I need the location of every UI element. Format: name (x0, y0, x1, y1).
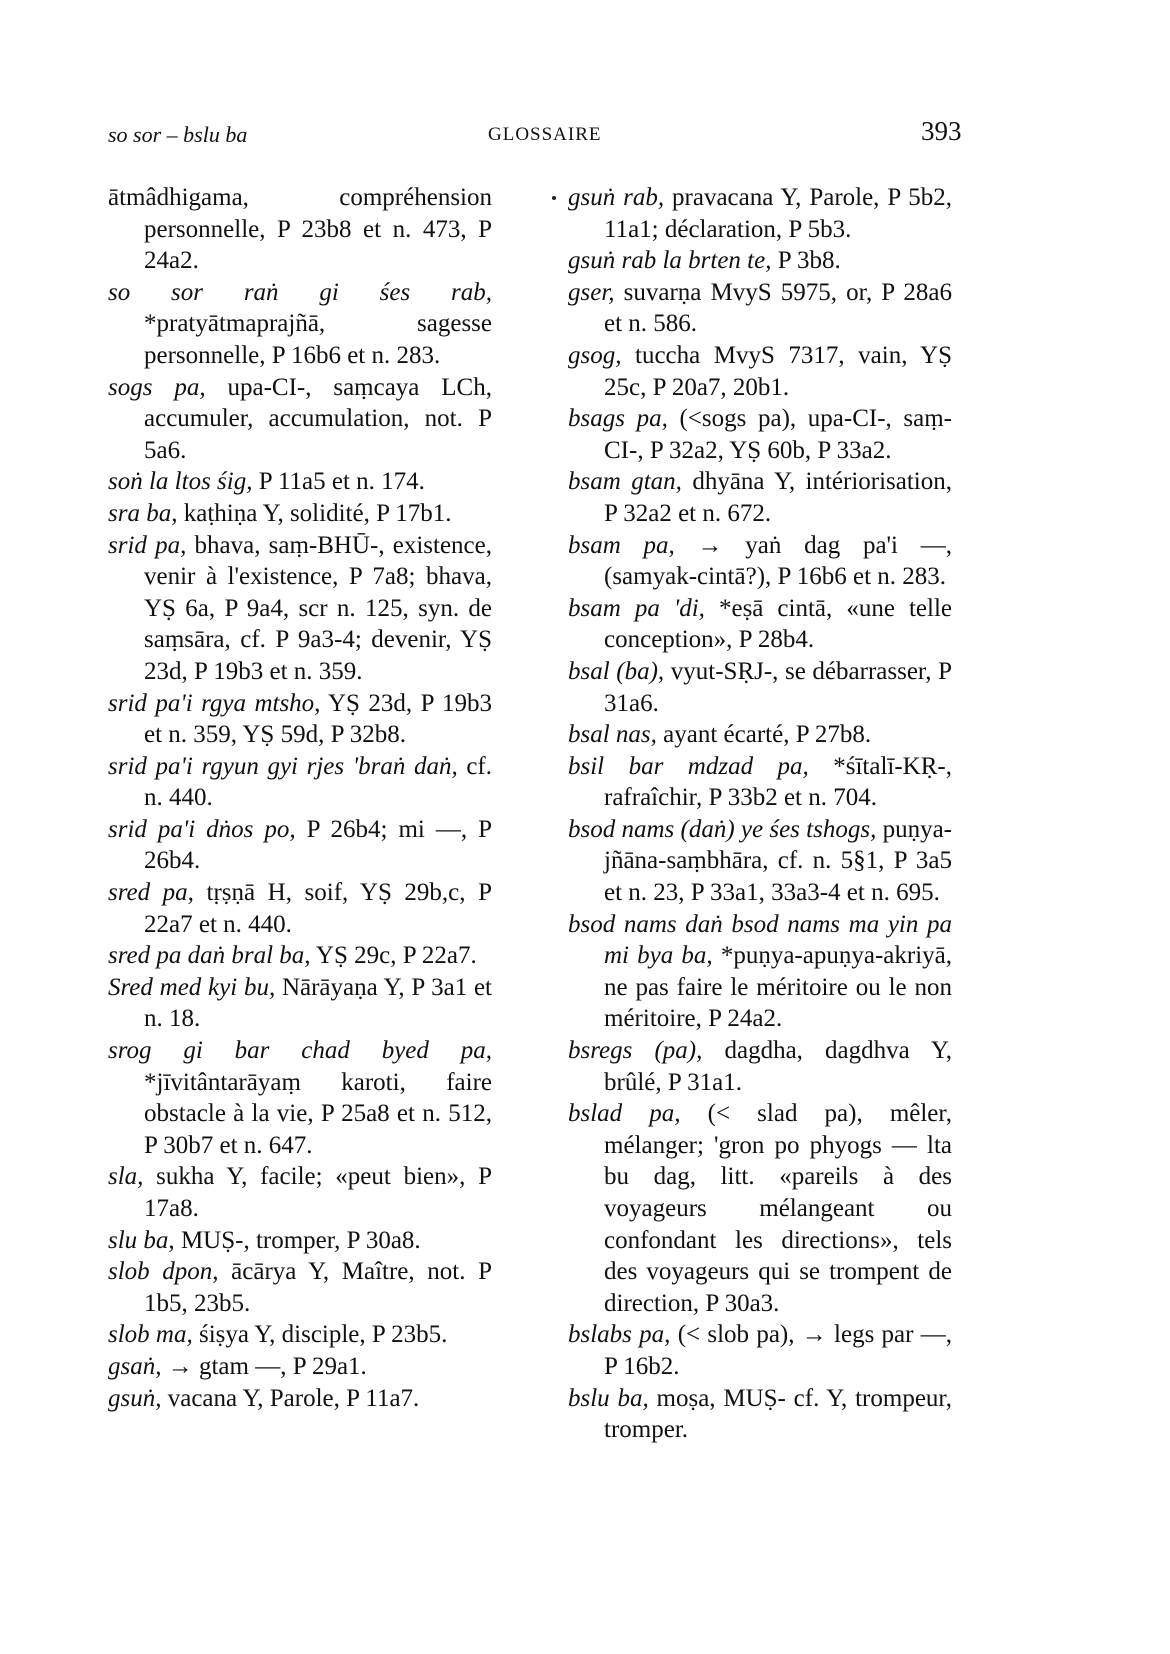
glossary-entry (568, 182, 952, 245)
glossary-entry (568, 719, 952, 751)
entry-headword: bslu ba, (568, 1384, 649, 1412)
entry-headword: bsil bar mdzad pa, (568, 752, 809, 780)
glossary-entry (108, 1035, 492, 1161)
glossary-entry (108, 1351, 492, 1383)
glossary-entry (108, 1225, 492, 1257)
entry-definition: puṇya-jñāna-saṃbhāra, cf. n. 5§1, P 3a5 et n. 23, P 33a1, 33a3-4 et n. 695. (604, 815, 952, 907)
entry-headword: bslad pa, (568, 1100, 681, 1128)
entry-definition: → yaṅ dag pa'i —, (samyak-cintā?), P 16b6 et n. 283. (604, 531, 952, 591)
glossary-entry (568, 245, 952, 277)
page-header (0, 116, 1170, 156)
page-number: 393 (921, 116, 962, 146)
entry-headword: bsam pa, (568, 531, 675, 559)
entry-definition: ayant écarté, P 27b8. (656, 721, 872, 749)
entry-definition: MUṢ-, tromper, P 30a8. (174, 1226, 421, 1254)
entry-definition: *puṇya-apuṇya-akriyā, ne pas faire le méritoire ou le non méritoire, P 24a2. (604, 942, 952, 1033)
entry-headword: gsuṅ, (108, 1384, 162, 1412)
glossary-entry (108, 530, 492, 688)
entry-definition: *śītalī-KṚ-, rafraîchir, P 33b2 et n. 704. (604, 752, 952, 812)
entry-headword: srog gi bar chad byed pa, (108, 1037, 492, 1065)
entry-headword: gsuṅ rab la brten te, (568, 247, 772, 275)
glossary-entry (108, 688, 492, 751)
entry-definition: vacana Y, Parole, P 11a7. (161, 1384, 420, 1412)
glossary-entry (568, 751, 952, 814)
glossary-entry (568, 593, 952, 656)
glossary-entry (108, 814, 492, 877)
glossary-entry (108, 182, 492, 277)
glossary-entry (568, 340, 952, 403)
entry-headword: bsal (ba), (568, 657, 665, 685)
glossary-entry (108, 1256, 492, 1319)
entry-headword: srid pa'i rgyun gyi rjes 'braṅ daṅ, (108, 752, 458, 780)
entry-headword: gsuṅ rab, (568, 184, 665, 211)
entry-definition: cf. n. 440. (144, 752, 492, 812)
entry-definition: ācārya Y, Maître, not. P 1b5, 23b5. (144, 1258, 492, 1317)
entry-headword: bsregs (pa), (568, 1037, 703, 1065)
glossary-entry (108, 372, 492, 467)
entry-definition: P 11a5 et n. 174. (252, 468, 425, 496)
glossary-entry (568, 909, 952, 1035)
entry-headword: sred pa daṅ bral ba, (108, 942, 311, 970)
glossary-entry (108, 1319, 492, 1351)
entry-headword: sla, (108, 1163, 144, 1191)
section-title: GLOSSAIRE (488, 124, 602, 145)
entry-definition: tṛṣṇā H, soif, YṢ 29b,c, P 22a7 et n. 440. (144, 879, 492, 938)
entry-headword: bsags pa, (568, 405, 668, 433)
entry-headword: bsam gtan, (568, 468, 682, 496)
entry-definition: moṣa, MUṢ- cf. Y, trompeur, tromper. (604, 1384, 952, 1444)
entry-definition: upa-CI-, saṃcaya LCh, accumuler, accumulation, not. P 5a6. (144, 373, 492, 464)
glossary-entry (568, 1319, 952, 1382)
entry-headword: Sred med kyi bu, (108, 973, 276, 1001)
entry-definition: tuccha MvyS 7317, vain, YṢ 25c, P 20a7, 20b1. (604, 341, 952, 401)
entry-definition: suvarṇa MvyS 5975, or, P 28a6 et n. 586. (604, 278, 952, 338)
entry-definition: sukha Y, facile; «peut bien», P 17a8. (143, 1163, 492, 1222)
entry-definition: dagdha, dagdhva Y, brûlé, P 31a1. (604, 1037, 952, 1096)
entry-headword: srid pa, (108, 531, 187, 559)
entry-headword: sogs pa, (108, 373, 206, 401)
glossary-entry (108, 277, 492, 372)
entry-definition: *eṣā cintā, «une telle conception», P 28b4. (604, 594, 952, 654)
entry-definition: (<sogs pa), upa-CI-, saṃ-CI-, P 32a2, YṢ 60b, P 33a2. (604, 405, 952, 464)
entry-definition: vyut-SṚJ-, se débarrasser, P 31a6. (604, 657, 952, 717)
glossary-entry (568, 656, 952, 719)
entry-headword: bsam pa 'di, (568, 594, 705, 622)
glossary-entry (568, 1383, 952, 1446)
entry-headword: srid pa'i rgya mtsho, (108, 689, 321, 717)
glossary-column-left (108, 182, 492, 1414)
entry-headword: sra ba, (108, 499, 178, 527)
entry-headword: bsod nams daṅ bsod nams ma yin pa mi bya ba, (568, 910, 952, 970)
glossary-entry (568, 403, 952, 466)
glossary-entry (108, 498, 492, 530)
entry-definition: Nārāyaṇa Y, P 3a1 et n. 18. (144, 973, 492, 1033)
glossary-entry (568, 1098, 952, 1319)
entry-headword: so sor raṅ gi śes rab, (108, 278, 492, 306)
entry-headword: gsaṅ, (108, 1352, 162, 1380)
entry-definition: bhava, saṃ-BHŪ-, existence, venir à l'existence, P 7a8; bhava, YṢ 6a, P 9a4, scr n. 125, syn. de saṃsāra, cf. P 9a3-4; devenir, YṢ 23d, P 19b3 et n. 359. (144, 531, 492, 685)
glossary-entry (568, 466, 952, 529)
entry-definition: YṢ 29c, P 22a7. (310, 942, 477, 970)
entry-headword: bsal nas, (568, 721, 657, 749)
glossary-entry (568, 530, 952, 593)
glossary-entry (108, 751, 492, 814)
running-head: so sor – bslu ba (108, 122, 248, 147)
glossary-entry (108, 940, 492, 972)
entry-definition: (< slad pa), mêler, mélanger; 'gron po phyogs — lta bu dag, litt. «pareils à des voyageurs mélangeant ou confondant les directions», tels des voyageurs qui se trompent de direction, P 30a3. (604, 1100, 952, 1317)
glossary-entry (108, 1161, 492, 1224)
glossary-entry (568, 814, 952, 909)
entry-headword: gsog, (568, 341, 622, 369)
glossary-entry (108, 877, 492, 940)
entry-definition: P 3b8. (771, 247, 841, 275)
entry-headword: slob dpon, (108, 1258, 219, 1286)
entry-headword: sred pa, (108, 879, 194, 907)
glossary-column-right (568, 182, 952, 1446)
glossary-entry (108, 466, 492, 498)
entry-headword: gser, (568, 278, 615, 306)
glossary-entry (108, 1383, 492, 1415)
entry-definition: kaṭhiṇa Y, solidité, P 17b1. (177, 499, 452, 527)
entry-headword: slu ba, (108, 1226, 175, 1254)
glossary-entry (568, 277, 952, 340)
entry-definition: (< slob pa), → legs par —, P 16b2. (604, 1321, 952, 1380)
entry-definition: *jīvitântarāyaṃ karoti, faire obstacle à la vie, P 25a8 et n. 512, P 30b7 et n. 647. (144, 1068, 492, 1159)
entry-headword: bslabs pa, (568, 1321, 671, 1349)
entry-headword: srid pa'i dṅos po, (108, 815, 296, 843)
entry-definition: dhyāna Y, intériorisation, P 32a2 et n. 672. (604, 468, 953, 527)
entry-definition: YṢ 23d, P 19b3 et n. 359, YṢ 59d, P 32b8. (144, 689, 492, 749)
entry-definition: *pratyātmaprajñā, sagesse personnelle, P 16b6 et n. 283. (144, 310, 492, 369)
entry-definition: pravacana Y, Parole, P 5b2, 11a1; déclaration, P 5b3. (604, 184, 952, 243)
entry-definition: ātmâdhigama, compréhension personnelle, P 23b8 et n. 473, P 24a2. (108, 184, 492, 275)
entry-headword: bsod nams (daṅ) ye śes tshogs, (568, 815, 877, 843)
entry-definition: śiṣya Y, disciple, P 23b5. (192, 1321, 448, 1349)
margin-mark (552, 196, 556, 200)
entry-definition: → gtam —, P 29a1. (161, 1352, 367, 1380)
glossary-entry (568, 1035, 952, 1098)
entry-definition: P 26b4; mi —, P 26b4. (144, 815, 492, 875)
entry-headword: slob ma, (108, 1321, 193, 1349)
glossary-entry (108, 972, 492, 1035)
entry-headword: soṅ la ltos śig, (108, 468, 253, 496)
